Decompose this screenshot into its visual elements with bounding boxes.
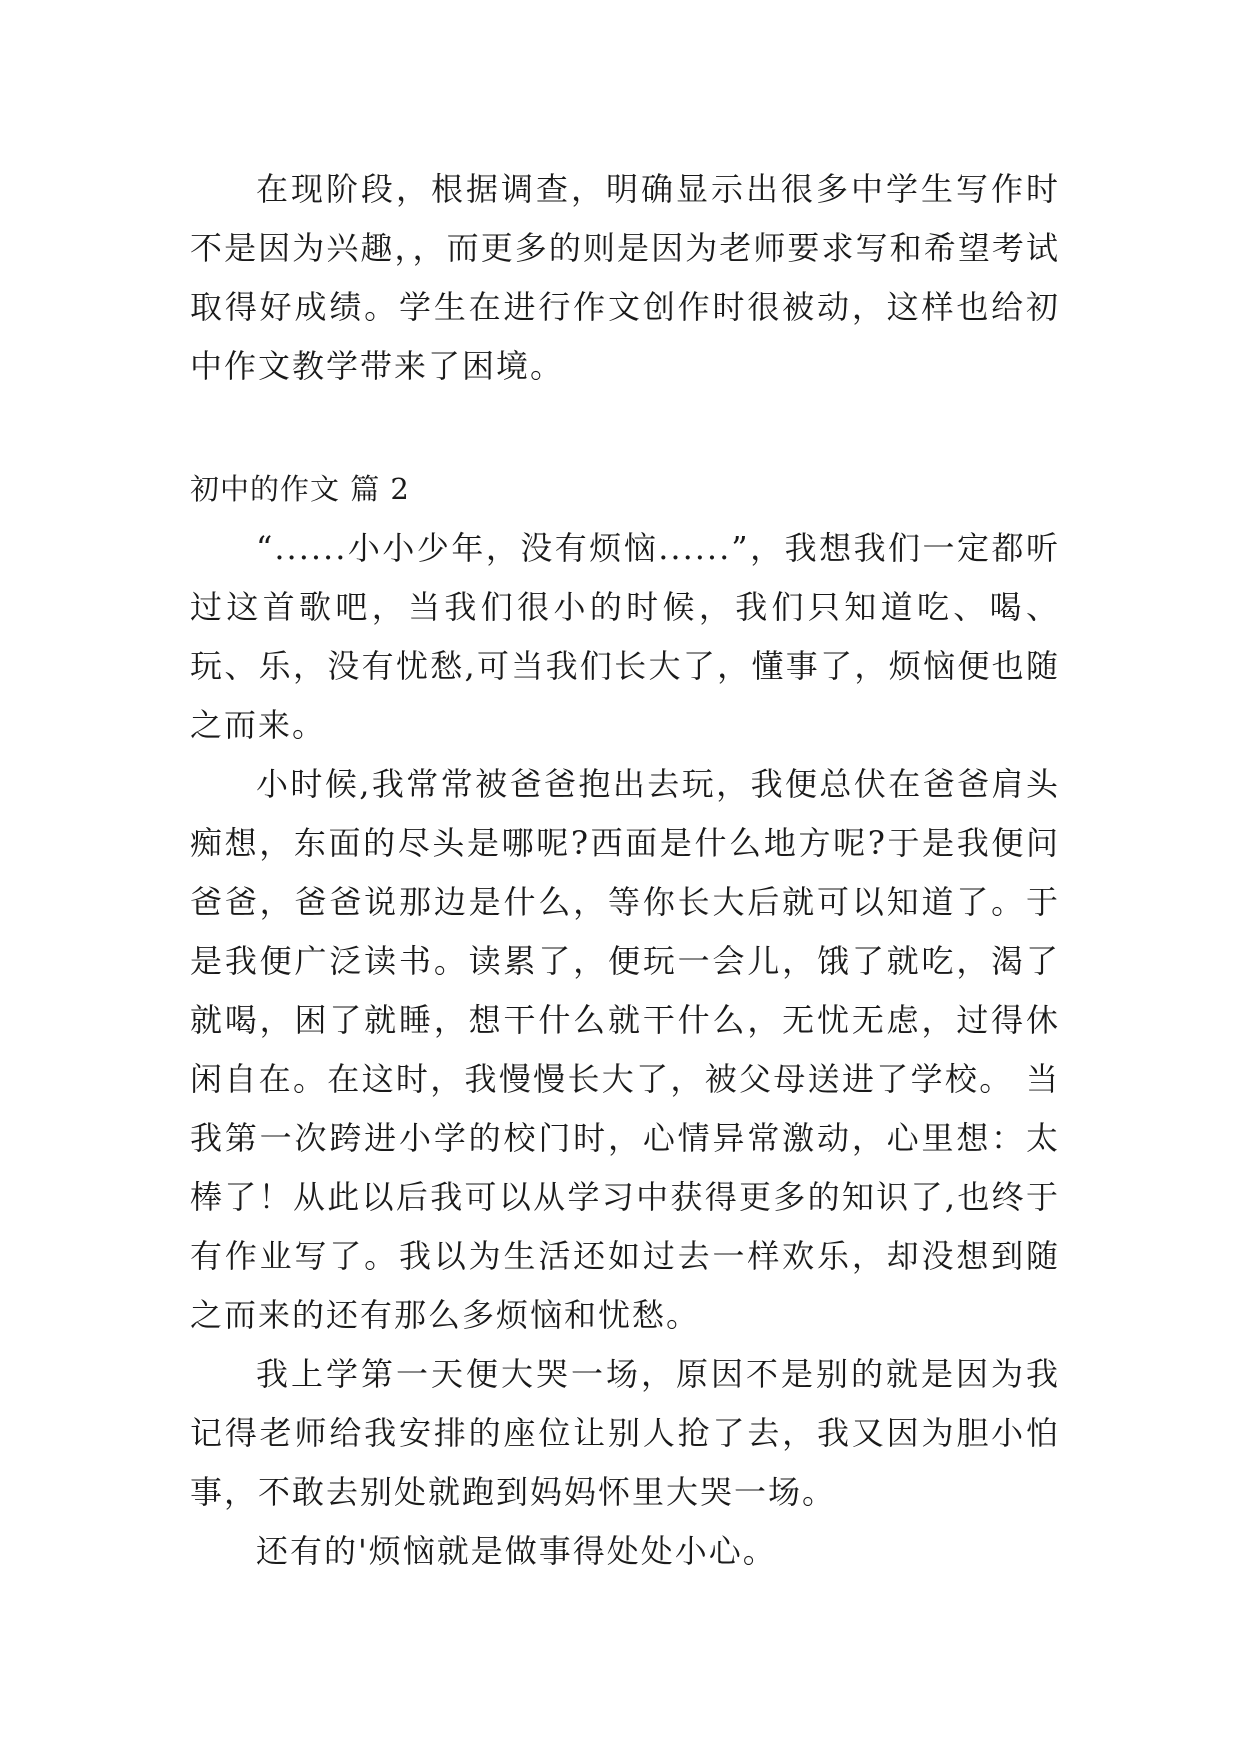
body-paragraph: 我上学第一天便大哭一场，原因不是别的就是因为我记得老师给我安排的座位让别人抢了去，我又因为胆小怕事，不敢去别处就跑到妈妈怀里大哭一场。 — [190, 1355, 1060, 1511]
intro-paragraph: 在现阶段，根据调查，明确显示出很多中学生写作时不是因为兴趣，，而更多的则是因为老师要求写和希望考试取得好成绩。学生在进行作文创作时很被动，这样也给初中作文教学带来了困境。 — [190, 170, 1060, 385]
section-title: 初中的作文 篇 2 — [190, 472, 410, 506]
body-paragraph: “......小小少年，没有烦恼......”，我想我们一定都听过这首歌吧，当我们很小的时候，我们只知道吃、喝、玩、乐，没有忧愁,可当我们长大了，懂事了，烦恼便也随之而来。 — [190, 529, 1060, 744]
body-paragraph: 还有的'烦恼就是做事得处处小心。 — [256, 1532, 777, 1570]
document-page — [190, 160, 1060, 1581]
body-paragraph: 小时候,我常常被爸爸抱出去玩，我便总伏在爸爸肩头痴想，东面的尽头是哪呢?西面是什么地方呢?于是我便问爸爸，爸爸说那边是什么，等你长大后就可以知道了。于是我便广泛读书。读累了，便玩一会儿，饿了就吃，渴了就喝，困了就睡，想干什么就干什么，无忧无虑，过得休闲自在。在这时，我慢慢长大了，被父母送进了学校。 当我第一次跨进小学的校门时，心情异常激动，心里想：太棒了！从此以后我可以从学习中获得更多的知识了,也终于有作业写了。我以为生活还如过去一样欢乐，却没想到随之而来的还有那么多烦恼和忧愁。 — [190, 765, 1060, 1334]
